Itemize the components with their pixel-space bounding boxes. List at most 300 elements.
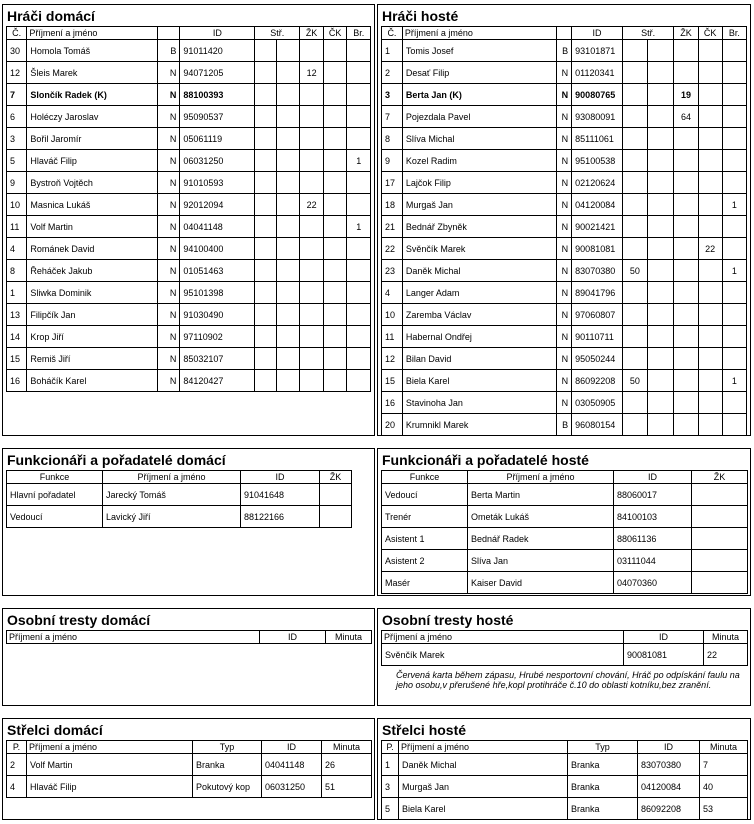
table-row	[7, 128, 371, 150]
cell-pos: N	[556, 172, 571, 194]
cell-id: 83070380	[572, 260, 623, 282]
cell-name: Řeháček Jakub	[27, 260, 158, 282]
table-row	[7, 260, 371, 282]
cell-id: 94071205	[180, 62, 255, 84]
cell-str	[255, 348, 276, 370]
home-officials-title: Funkcionáři a pořadatelé domácí	[7, 452, 226, 468]
cell-zk	[674, 172, 698, 194]
cell-num: 10	[382, 304, 403, 326]
cell-str2	[276, 106, 300, 128]
cell-id: 84100103	[614, 506, 692, 528]
cell-pos: B	[556, 414, 571, 436]
col-name: Příjmení a jméno	[402, 27, 556, 40]
cell-name: Biela Karel	[399, 798, 568, 820]
cell-pos: N	[157, 282, 179, 304]
col-id: ID	[572, 27, 623, 40]
table-row	[382, 282, 747, 304]
col-str: Stř.	[255, 27, 300, 40]
table-row	[382, 348, 747, 370]
cell-str2	[648, 194, 674, 216]
cell-id: 91011420	[180, 40, 255, 62]
table-header	[7, 741, 372, 754]
cell-id: 88061136	[614, 528, 692, 550]
cell-zk	[300, 150, 324, 172]
cell-str	[622, 414, 647, 436]
cell-ck: 22	[698, 238, 722, 260]
cell-pos: N	[556, 150, 571, 172]
cell-zk	[674, 260, 698, 282]
cell-name: Filipčík Jan	[27, 304, 158, 326]
cell-str2	[648, 348, 674, 370]
cell-minute: 40	[700, 776, 748, 798]
cell-br	[347, 238, 371, 260]
cell-id: 88122166	[241, 506, 320, 528]
cell-ck	[698, 40, 722, 62]
home-penalties-title: Osobní tresty domácí	[7, 612, 151, 628]
table-row	[382, 392, 747, 414]
col-p: P.	[7, 741, 27, 754]
table-row	[7, 506, 352, 528]
table-row	[7, 194, 371, 216]
away-scorers-table	[381, 740, 748, 820]
cell-str2	[276, 172, 300, 194]
cell-p: 2	[7, 754, 27, 776]
cell-num: 9	[382, 150, 403, 172]
cell-name: Pojezdala Pavel	[402, 106, 556, 128]
col-minute: Minuta	[326, 631, 372, 644]
cell-ck	[323, 172, 347, 194]
col-zk: ŽK	[300, 27, 324, 40]
cell-str2	[276, 326, 300, 348]
cell-str	[622, 106, 647, 128]
cell-br	[347, 128, 371, 150]
cell-str	[622, 128, 647, 150]
cell-zk	[300, 370, 324, 392]
cell-str: 50	[622, 370, 647, 392]
cell-role: Asistent 2	[382, 550, 468, 572]
cell-num: 17	[382, 172, 403, 194]
cell-str2	[276, 128, 300, 150]
cell-zk	[300, 348, 324, 370]
cell-pos: N	[556, 216, 571, 238]
cell-id: 90080765	[572, 84, 623, 106]
cell-name: Desať Filip	[402, 62, 556, 84]
cell-id: 88100393	[180, 84, 255, 106]
cell-br	[722, 62, 746, 84]
cell-num: 3	[382, 84, 403, 106]
cell-name: Volf Martin	[27, 216, 158, 238]
table-row	[7, 40, 371, 62]
cell-name: Biela Karel	[402, 370, 556, 392]
cell-id: 90110711	[572, 326, 623, 348]
cell-num: 8	[382, 128, 403, 150]
cell-id: 91030490	[180, 304, 255, 326]
col-id: ID	[180, 27, 255, 40]
table-row	[7, 84, 371, 106]
cell-zk	[300, 84, 324, 106]
table-row	[382, 172, 747, 194]
cell-id: 90081081	[624, 644, 704, 666]
cell-str2	[648, 40, 674, 62]
cell-zk	[300, 282, 324, 304]
cell-p: 4	[7, 776, 27, 798]
cell-br	[347, 260, 371, 282]
cell-str2	[276, 304, 300, 326]
table-row	[382, 484, 748, 506]
cell-pos: N	[157, 62, 179, 84]
cell-num: 13	[7, 304, 27, 326]
cell-num: 12	[382, 348, 403, 370]
cell-name: Homola Tomáš	[27, 40, 158, 62]
cell-name: Bystroň Vojtěch	[27, 172, 158, 194]
cell-br	[347, 348, 371, 370]
cell-ck	[698, 414, 722, 436]
cell-name: Kaiser David	[468, 572, 614, 594]
cell-br: 1	[722, 370, 746, 392]
cell-id: 88060017	[614, 484, 692, 506]
cell-ck	[323, 150, 347, 172]
cell-ck	[323, 128, 347, 150]
cell-id: 83070380	[638, 754, 700, 776]
cell-str	[255, 194, 276, 216]
cell-str2	[276, 238, 300, 260]
cell-pos: N	[556, 304, 571, 326]
cell-zk	[320, 506, 352, 528]
cell-name: Holéczy Jaroslav	[27, 106, 158, 128]
cell-id: 90021421	[572, 216, 623, 238]
cell-br	[722, 238, 746, 260]
home-players-table	[6, 26, 371, 392]
home-penalties-panel	[2, 608, 375, 706]
cell-role: Vedoucí	[7, 506, 103, 528]
cell-br	[347, 62, 371, 84]
cell-id: 04120084	[572, 194, 623, 216]
cell-id: 95090537	[180, 106, 255, 128]
cell-br	[347, 194, 371, 216]
cell-name: Hlaváč Filip	[27, 776, 193, 798]
col-name: Příjmení a jméno	[27, 741, 193, 754]
cell-name: Kozel Radim	[402, 150, 556, 172]
table-row	[382, 776, 748, 798]
col-num: Č.	[7, 27, 27, 40]
cell-pos: N	[157, 260, 179, 282]
cell-name: Lajčok Filip	[402, 172, 556, 194]
cell-pos: N	[556, 62, 571, 84]
cell-id: 06031250	[180, 150, 255, 172]
cell-num: 6	[7, 106, 27, 128]
col-id: ID	[624, 631, 704, 644]
col-name: Příjmení a jméno	[103, 471, 241, 484]
cell-p: 5	[382, 798, 399, 820]
cell-zk	[692, 550, 748, 572]
cell-str	[622, 150, 647, 172]
cell-id: 06031250	[262, 776, 322, 798]
cell-ck	[698, 304, 722, 326]
cell-str2	[648, 238, 674, 260]
cell-zk	[300, 304, 324, 326]
cell-name: Hlaváč Filip	[27, 150, 158, 172]
cell-ck	[698, 62, 722, 84]
cell-ck	[698, 392, 722, 414]
cell-str2	[648, 260, 674, 282]
home-players-title: Hráči domácí	[7, 8, 95, 24]
table-row	[382, 216, 747, 238]
cell-num: 3	[7, 128, 27, 150]
cell-type: Branka	[568, 776, 638, 798]
cell-name: Svěnčík Marek	[402, 238, 556, 260]
cell-name: Daněk Michal	[399, 754, 568, 776]
cell-pos: N	[556, 194, 571, 216]
table-row	[7, 238, 371, 260]
cell-ck	[323, 84, 347, 106]
cell-name: Tomis Josef	[402, 40, 556, 62]
cell-name: Boháčík Karel	[27, 370, 158, 392]
cell-num: 16	[382, 392, 403, 414]
cell-pos: N	[556, 348, 571, 370]
col-id: ID	[614, 471, 692, 484]
cell-ck	[698, 282, 722, 304]
col-name: Příjmení a jméno	[468, 471, 614, 484]
cell-str	[255, 40, 276, 62]
cell-str2	[276, 40, 300, 62]
cell-num: 8	[7, 260, 27, 282]
cell-name: Šleis Marek	[27, 62, 158, 84]
cell-br	[722, 348, 746, 370]
cell-minute: 7	[700, 754, 748, 776]
cell-str	[255, 172, 276, 194]
col-zk: ŽK	[320, 471, 352, 484]
cell-id: 94100400	[180, 238, 255, 260]
cell-str	[622, 40, 647, 62]
cell-zk	[320, 484, 352, 506]
cell-num: 9	[7, 172, 27, 194]
table-row	[382, 150, 747, 172]
cell-zk	[674, 326, 698, 348]
cell-zk	[674, 370, 698, 392]
cell-pos: N	[556, 282, 571, 304]
cell-id: 04041148	[180, 216, 255, 238]
col-zk: ŽK	[674, 27, 698, 40]
cell-id: 89041796	[572, 282, 623, 304]
cell-id: 85111061	[572, 128, 623, 150]
cell-zk	[674, 128, 698, 150]
cell-br	[347, 40, 371, 62]
col-id: ID	[262, 741, 322, 754]
cell-str2	[648, 150, 674, 172]
col-role: Funkce	[382, 471, 468, 484]
cell-pos: N	[157, 370, 179, 392]
cell-br	[347, 106, 371, 128]
cell-num: 5	[7, 150, 27, 172]
table-header	[382, 27, 747, 40]
table-row	[382, 550, 748, 572]
cell-str	[622, 326, 647, 348]
cell-str2	[648, 172, 674, 194]
cell-str2	[276, 260, 300, 282]
cell-ck	[698, 128, 722, 150]
cell-id: 96080154	[572, 414, 623, 436]
home-players-panel	[2, 4, 375, 436]
table-row	[7, 150, 371, 172]
cell-name: Bilan David	[402, 348, 556, 370]
cell-pos: N	[157, 304, 179, 326]
cell-id: 95050244	[572, 348, 623, 370]
cell-ck	[323, 40, 347, 62]
cell-name: Habernal Ondřej	[402, 326, 556, 348]
cell-name: Bednář Zbyněk	[402, 216, 556, 238]
cell-zk	[300, 172, 324, 194]
cell-name: Murgaš Jan	[399, 776, 568, 798]
col-pos	[556, 27, 571, 40]
cell-num: 15	[382, 370, 403, 392]
cell-ck	[698, 216, 722, 238]
cell-str	[622, 62, 647, 84]
cell-id: 01051463	[180, 260, 255, 282]
cell-str	[255, 106, 276, 128]
table-row	[382, 260, 747, 282]
cell-br	[722, 282, 746, 304]
table-header	[382, 471, 748, 484]
cell-zk	[674, 348, 698, 370]
cell-num: 14	[7, 326, 27, 348]
cell-pos: N	[157, 326, 179, 348]
cell-zk	[692, 572, 748, 594]
cell-num: 7	[7, 84, 27, 106]
cell-num: 30	[7, 40, 27, 62]
cell-br	[347, 304, 371, 326]
table-row	[7, 282, 371, 304]
cell-name: Berta Martin	[468, 484, 614, 506]
cell-ck	[323, 62, 347, 84]
cell-zk	[300, 128, 324, 150]
cell-type: Branka	[193, 754, 262, 776]
cell-id: 86092208	[638, 798, 700, 820]
cell-name: Krop Jiří	[27, 326, 158, 348]
col-minute: Minuta	[704, 631, 748, 644]
col-type: Typ	[193, 741, 262, 754]
cell-num: 7	[382, 106, 403, 128]
home-scorers-title: Střelci domácí	[7, 722, 103, 738]
col-name: Příjmení a jméno	[382, 631, 624, 644]
table-row	[382, 644, 748, 666]
cell-name: Remiš Jiří	[27, 348, 158, 370]
cell-ck	[698, 172, 722, 194]
cell-num: 16	[7, 370, 27, 392]
cell-zk: 12	[300, 62, 324, 84]
home-officials-table	[6, 470, 352, 528]
cell-str2	[276, 62, 300, 84]
cell-pos: N	[157, 172, 179, 194]
cell-name: Románek David	[27, 238, 158, 260]
cell-str2	[648, 62, 674, 84]
cell-ck	[698, 106, 722, 128]
cell-ck	[323, 238, 347, 260]
cell-ck	[698, 194, 722, 216]
col-minute: Minuta	[322, 741, 372, 754]
cell-id: 95100538	[572, 150, 623, 172]
cell-br	[722, 128, 746, 150]
cell-name: Slončík Radek (K)	[27, 84, 158, 106]
cell-ck	[698, 84, 722, 106]
cell-name: Stavinoha Jan	[402, 392, 556, 414]
cell-pos: N	[556, 260, 571, 282]
col-zk: ŽK	[692, 471, 748, 484]
cell-name: Bednář Radek	[468, 528, 614, 550]
cell-str2	[276, 282, 300, 304]
table-header	[7, 471, 352, 484]
table-row	[382, 370, 747, 392]
table-row	[382, 106, 747, 128]
away-players-table	[381, 26, 747, 436]
cell-name: Bořil Jaromír	[27, 128, 158, 150]
cell-id: 90081081	[572, 238, 623, 260]
table-row	[382, 414, 747, 436]
cell-str	[622, 392, 647, 414]
cell-num: 1	[7, 282, 27, 304]
cell-id: 91041648	[241, 484, 320, 506]
cell-ck	[698, 260, 722, 282]
cell-str2	[648, 106, 674, 128]
table-row	[7, 106, 371, 128]
table-row	[382, 506, 748, 528]
cell-num: 20	[382, 414, 403, 436]
cell-id: 95101398	[180, 282, 255, 304]
cell-zk	[674, 392, 698, 414]
cell-str	[622, 172, 647, 194]
cell-name: Svěnčík Marek	[382, 644, 624, 666]
cell-role: Hlavní pořadatel	[7, 484, 103, 506]
cell-id: 97110902	[180, 326, 255, 348]
cell-str2	[648, 326, 674, 348]
table-row	[7, 370, 371, 392]
cell-ck	[323, 282, 347, 304]
away-penalties-title: Osobní tresty hosté	[382, 612, 514, 628]
cell-num: 10	[7, 194, 27, 216]
col-id: ID	[241, 471, 320, 484]
table-header	[382, 741, 748, 754]
col-id: ID	[260, 631, 326, 644]
cell-ck	[698, 326, 722, 348]
cell-zk	[300, 106, 324, 128]
cell-name: Sliwka Dominik	[27, 282, 158, 304]
cell-str	[255, 62, 276, 84]
cell-name: Murgaš Jan	[402, 194, 556, 216]
cell-str: 50	[622, 260, 647, 282]
cell-minute: 26	[322, 754, 372, 776]
cell-str	[622, 84, 647, 106]
cell-type: Branka	[568, 754, 638, 776]
cell-pos: N	[157, 238, 179, 260]
cell-id: 84120427	[180, 370, 255, 392]
cell-str2	[648, 216, 674, 238]
table-row	[382, 528, 748, 550]
cell-zk: 22	[300, 194, 324, 216]
cell-zk	[674, 282, 698, 304]
cell-id: 02120624	[572, 172, 623, 194]
col-ck: ČK	[698, 27, 722, 40]
cell-zk	[674, 40, 698, 62]
cell-zk	[300, 40, 324, 62]
col-br: Br.	[347, 27, 371, 40]
cell-str	[255, 216, 276, 238]
cell-name: Ometák Lukáš	[468, 506, 614, 528]
cell-minute: 22	[704, 644, 748, 666]
table-row	[382, 754, 748, 776]
cell-str	[622, 304, 647, 326]
cell-str2	[276, 150, 300, 172]
cell-zk	[300, 238, 324, 260]
home-scorers-table	[6, 740, 372, 798]
